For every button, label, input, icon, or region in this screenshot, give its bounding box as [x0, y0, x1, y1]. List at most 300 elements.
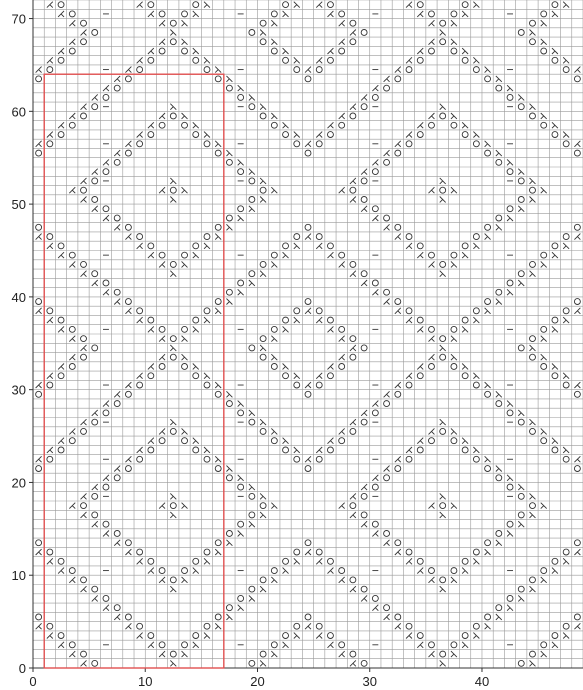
y-tick-label: 70: [11, 11, 26, 27]
k2tog-symbol: [395, 549, 401, 555]
x-tick-label: 40: [474, 674, 490, 689]
k2tog-symbol: [159, 261, 165, 267]
yarn-over-symbol: [283, 447, 289, 453]
ssk-symbol: [541, 39, 547, 45]
ssk-symbol: [451, 261, 457, 267]
yarn-over-symbol: [69, 11, 75, 17]
yarn-over-symbol: [485, 76, 491, 82]
k2tog-symbol: [81, 104, 87, 110]
yarn-over-symbol: [552, 243, 558, 249]
chart-axes: [12, 0, 583, 689]
yarn-over-symbol: [58, 447, 64, 453]
ssk-symbol: [485, 456, 491, 462]
ssk-symbol: [271, 336, 277, 342]
yarn-over-symbol: [473, 141, 479, 147]
k2tog-symbol: [137, 132, 143, 138]
yarn-over-symbol: [215, 150, 221, 156]
ssk-symbol: [541, 503, 547, 509]
yarn-over-symbol: [563, 549, 569, 555]
ssk-symbol: [182, 20, 188, 26]
k2tog-symbol: [137, 317, 143, 323]
ssk-symbol: [182, 336, 188, 342]
yarn-over-symbol: [451, 642, 457, 648]
yarn-over-symbol: [429, 11, 435, 17]
ssk-symbol: [518, 280, 524, 286]
ssk-symbol: [462, 326, 468, 332]
k2tog-symbol: [384, 540, 390, 546]
yarn-over-symbol: [69, 364, 75, 370]
yarn-over-symbol: [103, 94, 109, 100]
k2tog-symbol: [361, 521, 367, 527]
ssk-symbol: [530, 104, 536, 110]
k2tog-symbol: [350, 271, 356, 277]
yarn-over-symbol: [249, 178, 255, 184]
yarn-over-symbol: [563, 141, 569, 147]
yarn-over-symbol: [327, 558, 333, 564]
k2tog-symbol: [125, 382, 131, 388]
yarn-over-symbol: [103, 280, 109, 286]
k2tog-symbol: [327, 642, 333, 648]
ssk-symbol: [563, 633, 569, 639]
yarn-over-symbol: [552, 373, 558, 379]
k2tog-symbol: [361, 169, 367, 175]
k2tog-symbol: [159, 503, 165, 509]
ssk-symbol: [226, 76, 232, 82]
yarn-over-symbol: [159, 122, 165, 128]
yarn-over-symbol: [417, 243, 423, 249]
yarn-over-symbol: [316, 456, 322, 462]
ssk-symbol: [238, 475, 244, 481]
k2tog-symbol: [372, 215, 378, 221]
ssk-symbol: [226, 614, 232, 620]
ssk-symbol: [182, 113, 188, 119]
ssk-symbol: [530, 660, 536, 666]
yarn-over-symbol: [294, 67, 300, 73]
yarn-over-symbol: [238, 94, 244, 100]
yarn-over-symbol: [204, 67, 210, 73]
yarn-over-symbol: [159, 252, 165, 258]
ssk-symbol: [541, 354, 547, 360]
yarn-over-symbol: [305, 540, 311, 546]
k2tog-symbol: [159, 113, 165, 119]
k2tog-symbol: [148, 438, 154, 444]
k2tog-symbol: [574, 67, 580, 73]
yarn-over-symbol: [137, 141, 143, 147]
k2tog-symbol: [36, 549, 42, 555]
yarn-over-symbol: [238, 206, 244, 212]
k2tog-symbol: [361, 280, 367, 286]
k2tog-symbol: [406, 633, 412, 639]
yarn-over-symbol: [193, 633, 199, 639]
k2tog-symbol: [327, 568, 333, 574]
ssk-symbol: [283, 364, 289, 370]
yarn-over-symbol: [440, 261, 446, 267]
yarn-over-symbol: [574, 76, 580, 82]
k2tog-symbol: [114, 224, 120, 230]
k2tog-symbol: [350, 345, 356, 351]
ssk-symbol: [485, 382, 491, 388]
k2tog-symbol: [429, 577, 435, 583]
yarn-over-symbol: [294, 549, 300, 555]
ssk-symbol: [473, 132, 479, 138]
yarn-over-symbol: [316, 549, 322, 555]
yarn-over-symbol: [361, 30, 367, 36]
k2tog-symbol: [327, 122, 333, 128]
ssk-symbol: [473, 317, 479, 323]
yarn-over-symbol: [496, 531, 502, 537]
ssk-symbol: [541, 20, 547, 26]
k2tog-symbol: [339, 577, 345, 583]
k2tog-symbol: [350, 493, 356, 499]
yarn-over-symbol: [137, 456, 143, 462]
k2tog-symbol: [58, 48, 64, 54]
yarn-over-symbol: [226, 159, 232, 165]
k2tog-symbol: [429, 113, 435, 119]
yarn-over-symbol: [440, 428, 446, 434]
yarn-over-symbol: [327, 633, 333, 639]
yarn-over-symbol: [372, 169, 378, 175]
ssk-symbol: [260, 660, 266, 666]
ssk-symbol: [530, 586, 536, 592]
k2tog-symbol: [350, 197, 356, 203]
yarn-over-symbol: [339, 642, 345, 648]
ssk-symbol: [462, 642, 468, 648]
k2tog-symbol: [103, 215, 109, 221]
k2tog-symbol: [429, 187, 435, 193]
k2tog-symbol: [137, 633, 143, 639]
ssk-symbol: [552, 252, 558, 258]
yarn-over-symbol: [170, 503, 176, 509]
ssk-symbol: [294, 447, 300, 453]
k2tog-symbol: [417, 438, 423, 444]
ssk-symbol: [552, 364, 558, 370]
yarn-over-symbol: [462, 558, 468, 564]
ssk-symbol: [271, 39, 277, 45]
yarn-over-symbol: [305, 76, 311, 82]
k2tog-symbol: [69, 577, 75, 583]
k2tog-symbol: [148, 326, 154, 332]
yarn-over-symbol: [327, 447, 333, 453]
yarn-over-symbol: [563, 234, 569, 240]
yarn-over-symbol: [193, 317, 199, 323]
yarn-over-symbol: [249, 104, 255, 110]
ssk-symbol: [294, 132, 300, 138]
yarn-over-symbol: [563, 382, 569, 388]
k2tog-symbol: [316, 447, 322, 453]
yarn-over-symbol: [440, 503, 446, 509]
yarn-over-symbol: [193, 57, 199, 63]
yarn-over-symbol: [518, 345, 524, 351]
ssk-symbol: [226, 466, 232, 472]
ssk-symbol: [260, 271, 266, 277]
yarn-over-symbol: [473, 308, 479, 314]
ssk-symbol: [440, 271, 446, 277]
yarn-over-symbol: [294, 456, 300, 462]
yarn-over-symbol: [552, 317, 558, 323]
k2tog-symbol: [69, 20, 75, 26]
yarn-over-symbol: [518, 271, 524, 277]
yarn-over-symbol: [563, 67, 569, 73]
yarn-over-symbol: [260, 261, 266, 267]
ssk-symbol: [541, 336, 547, 342]
ssk-symbol: [249, 484, 255, 490]
k2tog-symbol: [316, 2, 322, 8]
ssk-symbol: [260, 512, 266, 518]
k2tog-symbol: [305, 549, 311, 555]
ssk-symbol: [473, 243, 479, 249]
k2tog-symbol: [316, 633, 322, 639]
ssk-symbol: [518, 94, 524, 100]
yarn-over-symbol: [58, 373, 64, 379]
ssk-symbol: [440, 178, 446, 184]
ssk-symbol: [496, 76, 502, 82]
yarn-over-symbol: [260, 187, 266, 193]
k2tog-symbol: [69, 503, 75, 509]
ssk-symbol: [215, 141, 221, 147]
ssk-symbol: [496, 299, 502, 305]
yarn-over-symbol: [451, 252, 457, 258]
ssk-symbol: [182, 187, 188, 193]
ssk-symbol: [530, 419, 536, 425]
yarn-over-symbol: [316, 141, 322, 147]
yarn-over-symbol: [215, 540, 221, 546]
k2tog-symbol: [327, 364, 333, 370]
yarn-over-symbol: [260, 503, 266, 509]
yarn-over-symbol: [429, 252, 435, 258]
ssk-symbol: [170, 493, 176, 499]
yarn-over-symbol: [552, 57, 558, 63]
ssk-symbol: [283, 122, 289, 128]
ssk-symbol: [518, 410, 524, 416]
yarn-over-symbol: [563, 456, 569, 462]
k2tog-symbol: [148, 48, 154, 54]
k2tog-symbol: [47, 2, 53, 8]
yarn-over-symbol: [193, 558, 199, 564]
yarn-over-symbol: [316, 234, 322, 240]
yarn-over-symbol: [249, 197, 255, 203]
yarn-over-symbol: [339, 326, 345, 332]
ssk-symbol: [271, 261, 277, 267]
yarn-over-symbol: [182, 48, 188, 54]
k2tog-symbol: [350, 104, 356, 110]
yarn-over-symbol: [215, 391, 221, 397]
yarn-over-symbol: [507, 595, 513, 601]
ssk-symbol: [530, 178, 536, 184]
yarn-over-symbol: [114, 531, 120, 537]
yarn-over-symbol: [92, 345, 98, 351]
yarn-over-symbol: [327, 317, 333, 323]
yarn-over-symbol: [350, 187, 356, 193]
yarn-over-symbol: [485, 614, 491, 620]
yarn-over-symbol: [92, 493, 98, 499]
yarn-over-symbol: [395, 299, 401, 305]
ssk-symbol: [182, 428, 188, 434]
yarn-over-symbol: [36, 391, 42, 397]
yarn-over-symbol: [58, 317, 64, 323]
k2tog-symbol: [159, 428, 165, 434]
yarn-over-symbol: [69, 438, 75, 444]
yarn-over-symbol: [395, 466, 401, 472]
yarn-over-symbol: [148, 2, 154, 8]
yarn-over-symbol: [350, 20, 356, 26]
k2tog-symbol: [574, 549, 580, 555]
k2tog-symbol: [350, 178, 356, 184]
yarn-over-symbol: [159, 326, 165, 332]
ssk-symbol: [204, 2, 210, 8]
yarn-over-symbol: [496, 605, 502, 611]
y-tick-label: 50: [11, 197, 26, 213]
ssk-symbol: [215, 308, 221, 314]
yarn-over-symbol: [473, 456, 479, 462]
ssk-symbol: [518, 484, 524, 490]
yarn-over-symbol: [429, 364, 435, 370]
ssk-symbol: [260, 419, 266, 425]
k2tog-symbol: [406, 558, 412, 564]
yarn-over-symbol: [406, 67, 412, 73]
k2tog-symbol: [58, 642, 64, 648]
ssk-symbol: [226, 224, 232, 230]
yarn-over-symbol: [316, 67, 322, 73]
ssk-symbol: [451, 187, 457, 193]
yarn-over-symbol: [384, 159, 390, 165]
yarn-over-symbol: [148, 132, 154, 138]
yarn-over-symbol: [395, 76, 401, 82]
k2tog-symbol: [339, 39, 345, 45]
yarn-over-symbol: [294, 141, 300, 147]
ssk-symbol: [451, 336, 457, 342]
yarn-over-symbol: [92, 30, 98, 36]
ssk-symbol: [496, 540, 502, 546]
ssk-symbol: [530, 493, 536, 499]
k2tog-symbol: [69, 39, 75, 45]
k2tog-symbol: [36, 382, 42, 388]
ssk-symbol: [496, 466, 502, 472]
k2tog-symbol: [125, 549, 131, 555]
yarn-over-symbol: [81, 261, 87, 267]
yarn-over-symbol: [429, 48, 435, 54]
yarn-over-symbol: [81, 20, 87, 26]
ssk-symbol: [260, 30, 266, 36]
yarn-over-symbol: [406, 456, 412, 462]
ssk-symbol: [170, 512, 176, 518]
ssk-symbol: [271, 187, 277, 193]
ssk-symbol: [563, 57, 569, 63]
yarn-over-symbol: [226, 401, 232, 407]
yarn-over-symbol: [271, 11, 277, 17]
yarn-over-symbol: [125, 76, 131, 82]
ssk-symbol: [238, 85, 244, 91]
k2tog-symbol: [316, 132, 322, 138]
k2tog-symbol: [305, 382, 311, 388]
yarn-over-symbol: [485, 299, 491, 305]
ssk-symbol: [193, 568, 199, 574]
ssk-symbol: [473, 558, 479, 564]
ssk-symbol: [563, 447, 569, 453]
yarn-over-symbol: [372, 280, 378, 286]
yarn-over-symbol: [170, 651, 176, 657]
yarn-over-symbol: [148, 558, 154, 564]
yarn-over-symbol: [451, 568, 457, 574]
yarn-over-symbol: [170, 20, 176, 26]
ssk-symbol: [440, 419, 446, 425]
k2tog-symbol: [58, 252, 64, 258]
yarn-over-symbol: [58, 57, 64, 63]
ssk-symbol: [182, 39, 188, 45]
yarn-over-symbol: [372, 484, 378, 490]
yarn-over-symbol: [193, 447, 199, 453]
yarn-over-symbol: [473, 549, 479, 555]
ssk-symbol: [283, 48, 289, 54]
k2tog-symbol: [417, 122, 423, 128]
k2tog-symbol: [339, 261, 345, 267]
yarn-over-symbol: [103, 410, 109, 416]
ssk-symbol: [249, 94, 255, 100]
yarn-over-symbol: [518, 30, 524, 36]
k2tog-symbol: [69, 428, 75, 434]
k2tog-symbol: [372, 401, 378, 407]
yarn-over-symbol: [249, 419, 255, 425]
yarn-over-symbol: [193, 373, 199, 379]
yarn-over-symbol: [283, 2, 289, 8]
k2tog-symbol: [417, 11, 423, 17]
yarn-over-symbol: [496, 159, 502, 165]
ssk-symbol: [563, 373, 569, 379]
yarn-over-symbol: [507, 521, 513, 527]
ssk-symbol: [496, 150, 502, 156]
yarn-over-symbol: [47, 382, 53, 388]
k2tog-symbol: [137, 243, 143, 249]
ssk-symbol: [271, 577, 277, 583]
ssk-symbol: [507, 85, 513, 91]
ssk-symbol: [440, 493, 446, 499]
yarn-over-symbol: [204, 549, 210, 555]
ssk-symbol: [283, 326, 289, 332]
yarn-over-symbol: [125, 224, 131, 230]
yarn-over-symbol: [170, 354, 176, 360]
yarn-over-symbol: [384, 531, 390, 537]
yarn-over-symbol: [204, 623, 210, 629]
k2tog-symbol: [417, 48, 423, 54]
ssk-symbol: [507, 475, 513, 481]
yarn-over-symbol: [361, 345, 367, 351]
k2tog-symbol: [92, 521, 98, 527]
k2tog-symbol: [384, 150, 390, 156]
yarn-over-symbol: [406, 549, 412, 555]
yarn-over-symbol: [530, 261, 536, 267]
yarn-over-symbol: [137, 308, 143, 314]
yarn-over-symbol: [574, 540, 580, 546]
ssk-symbol: [530, 30, 536, 36]
ssk-symbol: [462, 122, 468, 128]
k2tog-symbol: [339, 20, 345, 26]
ssk-symbol: [440, 512, 446, 518]
k2tog-symbol: [148, 364, 154, 370]
yarn-over-symbol: [92, 512, 98, 518]
yarn-over-symbol: [417, 2, 423, 8]
yarn-over-symbol: [496, 401, 502, 407]
k2tog-symbol: [316, 558, 322, 564]
ssk-symbol: [249, 206, 255, 212]
yarn-over-symbol: [137, 234, 143, 240]
yarn-over-symbol: [215, 76, 221, 82]
ssk-symbol: [552, 48, 558, 54]
yarn-over-symbol: [406, 623, 412, 629]
yarn-over-symbol: [159, 438, 165, 444]
k2tog-symbol: [384, 224, 390, 230]
yarn-over-symbol: [249, 345, 255, 351]
ssk-symbol: [507, 401, 513, 407]
yarn-over-symbol: [125, 614, 131, 620]
